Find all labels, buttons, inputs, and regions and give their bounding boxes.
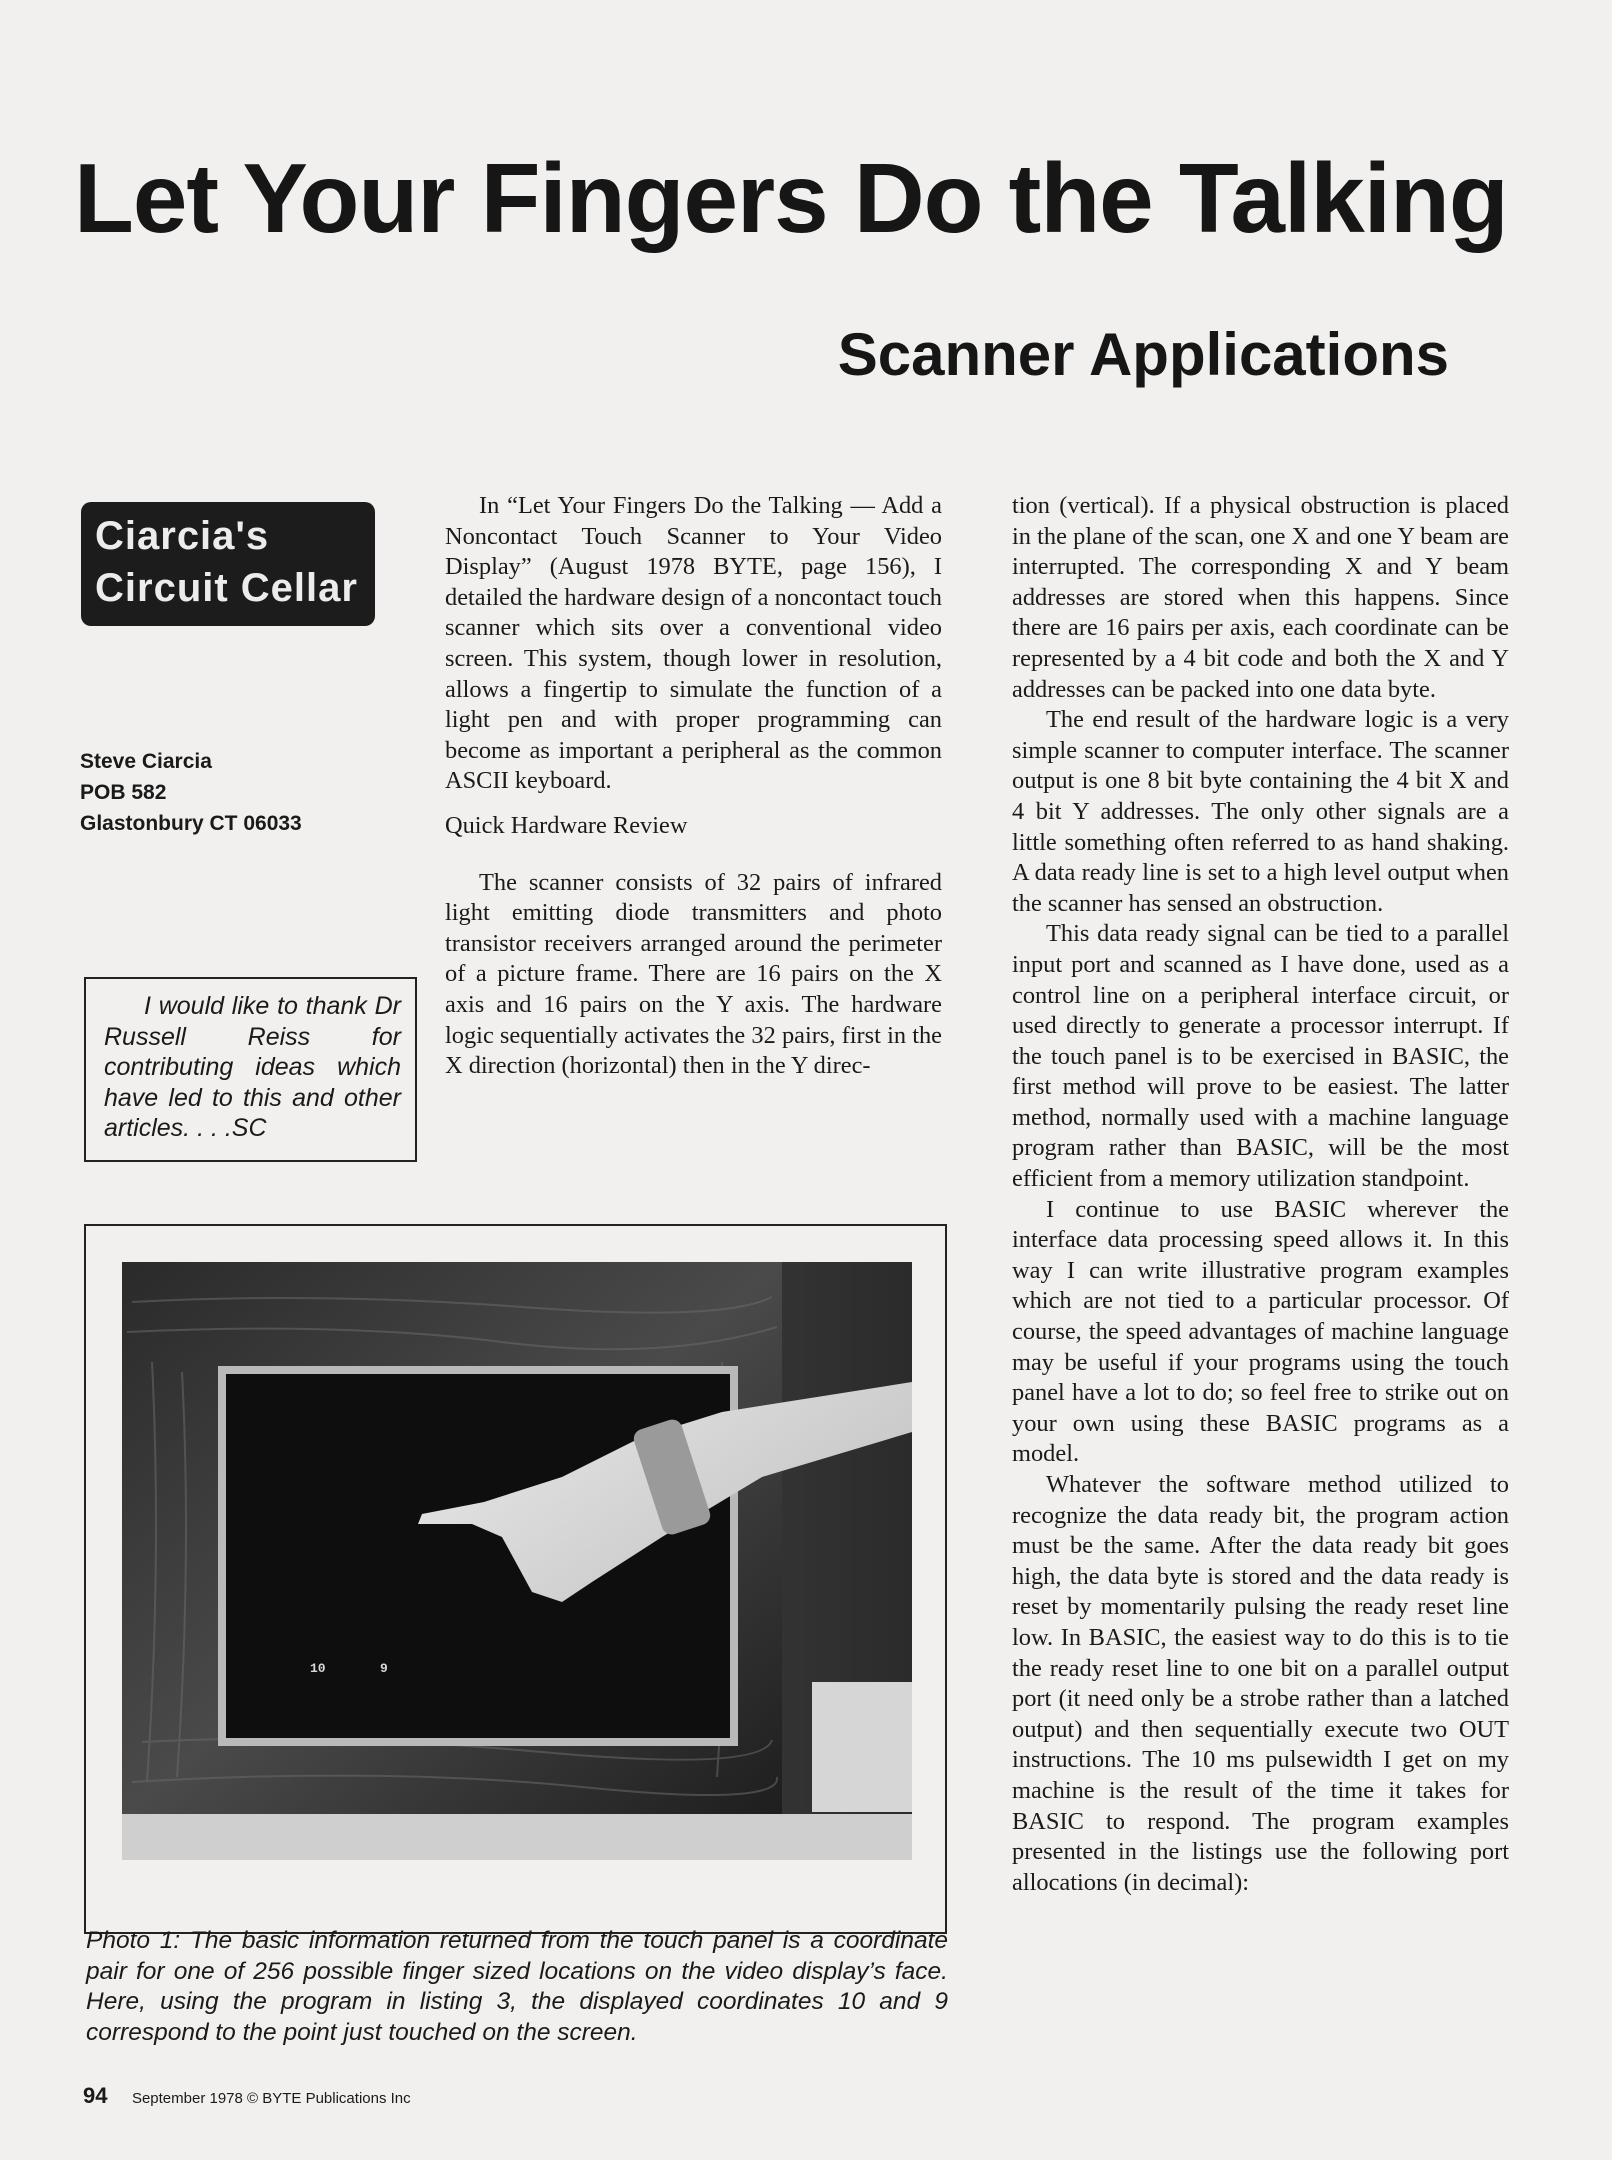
author-block: [80, 746, 380, 839]
acknowledgment-text: I would like to thank Dr Russell Reiss for contributing ideas which have led to this and other articles. . . .SC: [104, 992, 401, 1142]
body-paragraph-1: tion (vertical). If a physical obstruction is placed in the plane of the scan, one X and one Y beam are interrupted. The corresponding X and Y beam addresses are stored when this happens. Since there are 16 pairs per axis, each coordinate can be represented by a 4 bit code and both the X and Y addresses can be packed into one data byte.: [1012, 492, 1509, 703]
logo-line-2: Circuit Cellar: [95, 566, 358, 610]
body-paragraph-2: The end result of the hardware logic is a very simple scanner to computer interface. The scanner output is one 8 bit byte containing the 4 bit X and 4 bit Y addresses. The only other signals are a little something often referred to as hand shaking. A data ready line is set to a high level output when the scanner has sensed an obstruction.: [1012, 706, 1509, 917]
intro-paragraph: In “Let Your Fingers Do the Talking — Add a Noncontact Touch Scanner to Your Video Display” (August 1978 BYTE, page 156), I detailed the hardware design of a noncontact touch scanner which sits over a conventional video screen. This system, though lower in resolution, allows a fingertip to simulate the function of a light pen and with proper programming can become as important a peripheral as the common ASCII keyboard.: [445, 492, 942, 795]
logo-line-1: Ciarcia's: [95, 514, 270, 558]
photo-caption: Photo 1: The basic information returned from the touch panel is a coordinate pair for one of 256 possible finger sized locations on the video display’s face. Here, using the program in listing 3, the displayed coordinates 10 and 9 correspond to the point just touched on the screen.: [86, 1927, 948, 2046]
screen-coordinate-x: 10: [310, 1661, 326, 1676]
author-address-2: Glastonbury CT 06033: [80, 812, 302, 835]
screen-coordinate-y: 9: [380, 1661, 388, 1676]
circuit-cellar-logo: [81, 502, 375, 626]
text-column-2: [1012, 491, 1509, 1898]
copyright-line: September 1978 © BYTE Publications Inc: [131, 2090, 411, 2107]
article-subtitle: Scanner Applications: [837, 321, 1449, 388]
section-heading: Quick Hardware Review: [445, 811, 688, 839]
author-name: Steve Ciarcia: [80, 750, 212, 773]
desk-object: [812, 1682, 912, 1812]
page-footer: [83, 2083, 411, 2109]
author-address-1: POB 582: [80, 781, 167, 804]
body-paragraph-3: This data ready signal can be tied to a parallel input port and scanned as I have done, used as a control line on a peripheral interface circuit, or used directly to generate a processor interrupt. If the touch panel is to be exercised in BASIC, the first method will prove to be easiest. The latter method, normally used with a machine language program rather than BASIC, will be the most efficient from a memory utilization standpoint.: [1012, 920, 1509, 1193]
tabletop: [122, 1814, 912, 1860]
article-title: Let Your Fingers Do the Talking: [74, 143, 1508, 253]
page-number: 94: [83, 2083, 108, 2108]
body-paragraph-4: I continue to use BASIC wherever the interface data processing speed allows it. In this way I can write illustrative program examples which are not tied to a particular processor. Of course, the speed advantages of machine language may be useful if your programs using the touch panel have a lot to do; so feel free to strike out on your own using these BASIC programs as a model.: [1012, 1195, 1509, 1468]
acknowledgment-box: [84, 977, 417, 1162]
text-column-1: [445, 491, 942, 1082]
touch-panel-photo: [122, 1262, 912, 1860]
body-paragraph-5: Whatever the software method utilized to recognize the data ready bit, the program action must be the same. After the data ready bit goes high, the data byte is stored and the data ready is reset by momentarily pulsing the ready reset line low. In BASIC, the easiest way to do this is to tie the ready reset line to one bit on a parallel output port (it need only be a strobe rather than a latched output) and then sequentially execute two OUT instructions. The 10 ms pulsewidth I get on my machine is the result of the time it takes for BASIC to respond. The program examples presented in the listings use the following port allocations (in decimal):: [1012, 1471, 1509, 1896]
review-paragraph: The scanner consists of 32 pairs of infrared light emitting diode transmitters and photo transistor receivers arranged around the perimeter of a picture frame. There are 16 pairs on the X axis and 16 pairs on the Y axis. The hardware logic sequentially activates the 32 pairs, first in the X direction (horizontal) then in the Y direc-: [445, 868, 942, 1080]
